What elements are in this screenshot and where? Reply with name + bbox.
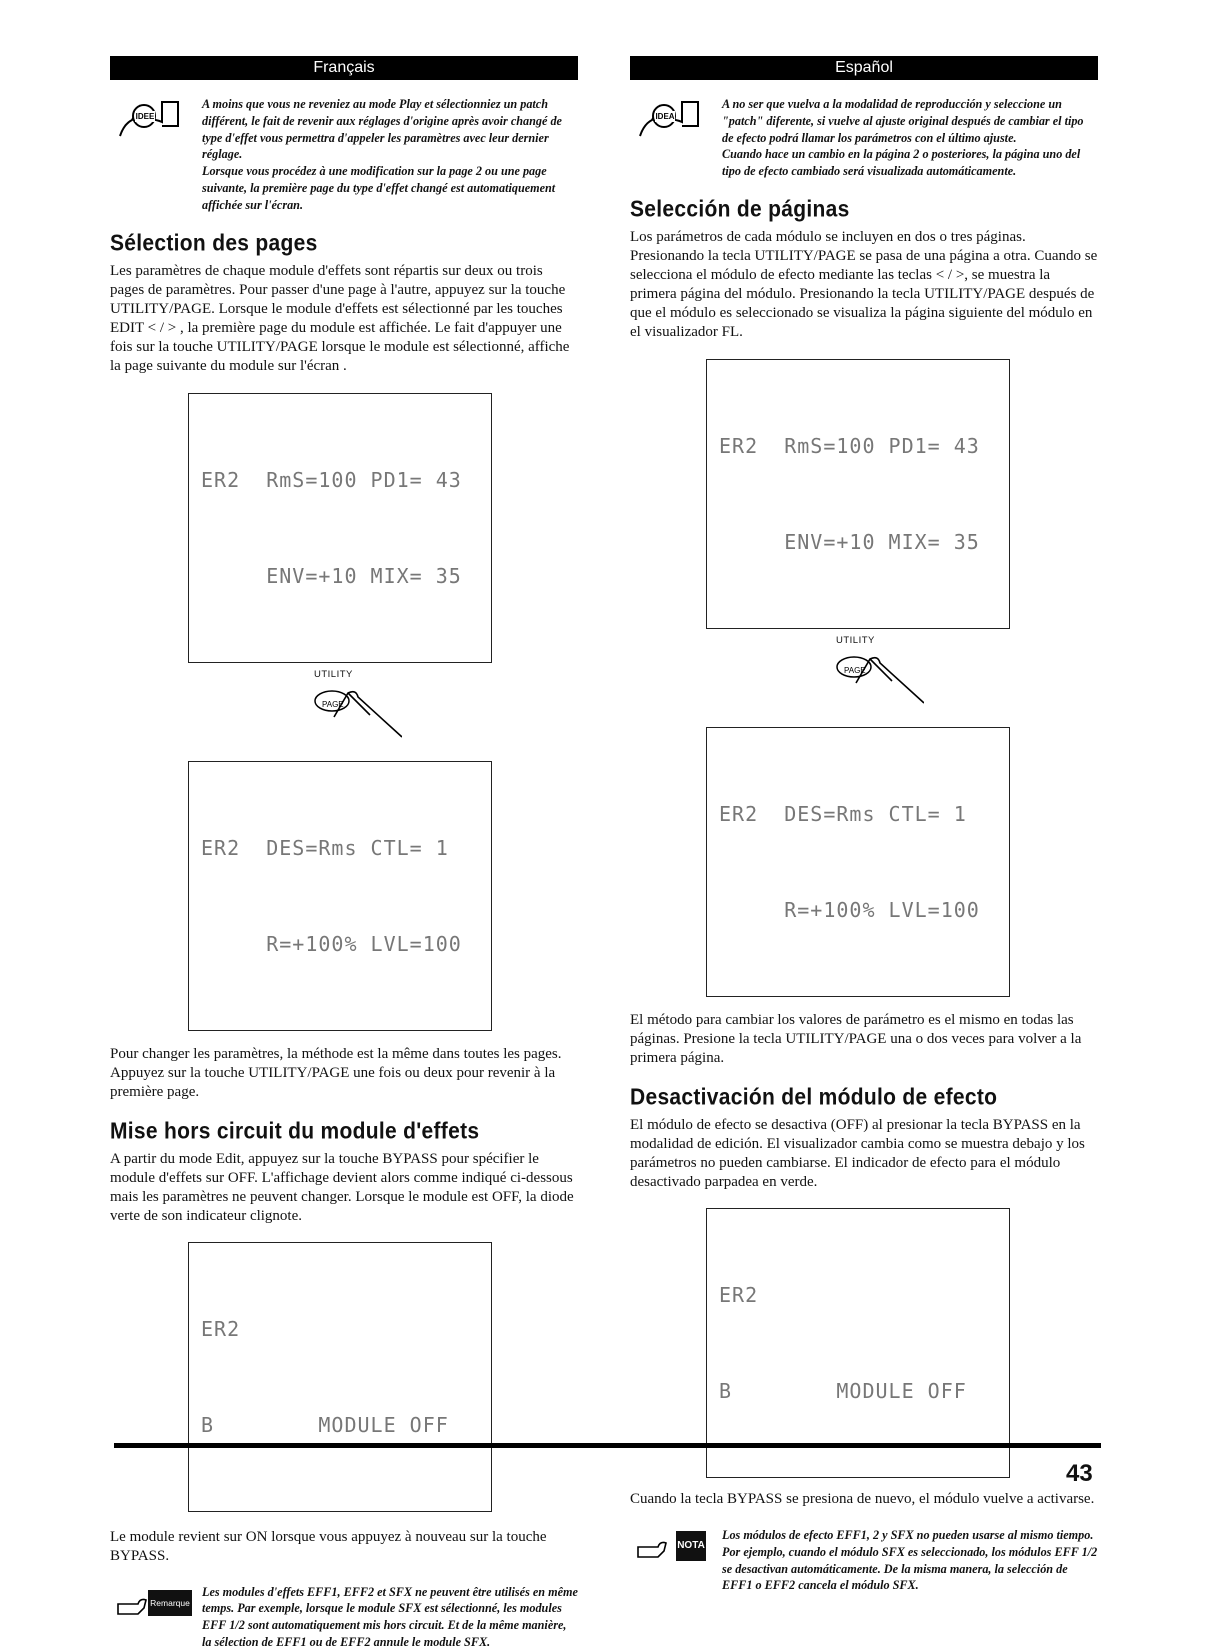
french-column xyxy=(110,56,578,1651)
paragraph: El módulo de efecto se desactiva (OFF) al presionar la tecla BYPASS en la modalidad de edición. El visualizador cambia como se muestra debajo y los parámetros no pueden cambiarse. El indicador de efecto para el módulo desactivado parpadea en verde. xyxy=(630,1116,1085,1190)
finger-press-icon xyxy=(312,681,402,751)
heading-module-off: Mise hors circuit du module d'effets xyxy=(110,1118,480,1144)
paragraph: Cuando la tecla BYPASS se presiona de nuevo, el módulo vuelve a activarse. xyxy=(630,1490,1095,1507)
idea-badge: IDEE xyxy=(135,112,155,121)
idea-text-2: Lorsque vous procédez à une modification sur la page 2 ou une page suivante, la première page du type d'effet changé est automatiquement affichée sur l'écran. xyxy=(202,164,556,212)
footer-rule xyxy=(114,1443,1101,1448)
remark-note xyxy=(110,1584,578,1651)
heading-page-selection: Selección de páginas xyxy=(630,197,850,222)
remark-icon xyxy=(110,1584,202,1624)
idea-icon xyxy=(630,96,722,136)
lcd-display xyxy=(188,761,492,1031)
idea-text-1: A moins que vous ne reveniez au mode Play et sélectionniez un patch différent, le fait de revenir aux réglages d'origine après avoir changé de type d'effet vous permettra d'appeler les paramètres avec leur dernier réglage. xyxy=(202,97,562,162)
idea-badge: IDEA xyxy=(655,112,675,121)
lcd-line: ER2 DES=Rms CTL= 1 xyxy=(201,835,449,860)
utility-page-button-figure xyxy=(110,663,578,755)
remark-note xyxy=(630,1527,1098,1594)
lcd-line: ER2 xyxy=(201,1316,241,1341)
idea-icon xyxy=(110,96,202,136)
lcd-line: ER2 RmS=100 PD1= 43 xyxy=(201,467,462,492)
idea-note xyxy=(630,96,1098,180)
remark-icon xyxy=(630,1527,722,1567)
lcd-line: ER2 DES=Rms CTL= 1 xyxy=(719,801,967,826)
idea-note xyxy=(110,96,578,214)
paragraph: El método para cambiar los valores de parámetro es el mismo en todas las páginas. Presione la tecla UTILITY/PAGE una o dos veces para volver a la primera página. xyxy=(630,1011,1082,1066)
heading-page-selection: Sélection des pages xyxy=(110,230,318,256)
paragraph: Le module revient sur ON lorsque vous appuyez à nouveau sur la touche BYPASS. xyxy=(110,1528,547,1564)
idea-text-1: A no ser que vuelva a la modalidad de reproducción y seleccione un "patch" diferente, si vuelve al ajuste original después de cambiar el tipo de efecto podrá llamar los parámetros con el último ajuste. xyxy=(722,97,1084,145)
lcd-line: B MODULE OFF xyxy=(719,1378,967,1403)
paragraph: Pour changer les paramètres, la méthode est la même dans toutes les pages. Appuyez sur la touche UTILITY/PAGE une fois ou deux pour revenir à la première page. xyxy=(110,1045,562,1100)
page-label: PAGE xyxy=(844,665,866,675)
remark-badge: NOTA xyxy=(677,1539,705,1551)
idea-text-2: Cuando hace un cambio en la página 2 o posteriores, la página uno del tipo de efecto cambiado será visualizada automáticamente. xyxy=(722,147,1081,179)
remark-text: Los módulos de efecto EFF1, 2 y SFX no pueden usarse al mismo tiempo. Por ejemplo, cuando el módulo SFX es seleccionado, los módulos EFF 1/2 se desactivan automáticamente. De la misma manera, la selección de EFF1 o EFF2 cancela el módulo SFX. xyxy=(722,1527,1098,1593)
lcd-display xyxy=(706,1208,1010,1478)
lcd-display xyxy=(706,359,1010,629)
paragraph: Les paramètres de chaque module d'effets sont répartis sur deux ou trois pages de paramètres. Pour passer d'une page à l'autre, appuyez sur la touche UTILITY/PAGE. Lorsque le module d'effets est sélectionné par les touches EDIT < / > , la première page du module est affichée. Le fait d'appuyer une fois sur la touche UTILITY/PAGE lorsque le module est sélectionné, affiche la page suivante du module sur l'écran . xyxy=(110,262,570,374)
lcd-line: B MODULE OFF xyxy=(201,1412,449,1437)
remark-text: Les modules d'effets EFF1, EFF2 et SFX ne peuvent être utilisés en même temps. Par exemple, lorsque le module SFX est sélectionné, les modules EFF 1/2 sont automatiquement mis hors circuit. Et de la même manière, la sélection de EFF1 ou de EFF2 annule le module SFX. xyxy=(202,1584,578,1649)
lcd-display xyxy=(188,1242,492,1512)
lcd-line: ENV=+10 MIX= 35 xyxy=(719,529,980,554)
lcd-line: R=+100% LVL=100 xyxy=(201,931,462,956)
language-header: Español xyxy=(630,56,1098,80)
spanish-column xyxy=(630,56,1098,1594)
language-header: Français xyxy=(110,56,578,80)
utility-label: UTILITY xyxy=(314,668,353,680)
lcd-line: ER2 xyxy=(719,1282,759,1307)
paragraph: A partir du mode Edit, appuyez sur la touche BYPASS pour spécifier le module d'effets sur OFF. L'affichage devient alors comme indiqué ci-dessous mais les paramètres ne peuvent changer. Lorsque le module est OFF, la diode verte de son indicateur clignote. xyxy=(110,1150,574,1224)
lcd-line: R=+100% LVL=100 xyxy=(719,897,980,922)
lcd-display xyxy=(706,727,1010,997)
utility-label: UTILITY xyxy=(836,634,875,646)
page-number: 43 xyxy=(1066,1460,1093,1487)
remark-badge: Remarque xyxy=(148,1596,192,1610)
lcd-display xyxy=(188,393,492,663)
lcd-line: ENV=+10 MIX= 35 xyxy=(201,563,462,588)
heading-module-off: Desactivación del módulo de efecto xyxy=(630,1085,998,1110)
paragraph: Los parámetros de cada módulo se incluyen en dos o tres páginas. Presionando la tecla UTILITY/PAGE se pasa de una página a otra. Cuando se selecciona el módulo de efecto mediante las teclas < / >, se muestra la primera página del módulo. Presionando la tecla UTILITY/PAGE después de que el módulo es seleccionado se visualiza la página siguiente del módulo en el visualizador FL. xyxy=(630,228,1098,340)
lcd-line: ER2 RmS=100 PD1= 43 xyxy=(719,433,980,458)
page-label: PAGE xyxy=(322,699,344,709)
finger-press-icon xyxy=(834,647,924,717)
utility-page-button-figure xyxy=(630,629,1098,721)
